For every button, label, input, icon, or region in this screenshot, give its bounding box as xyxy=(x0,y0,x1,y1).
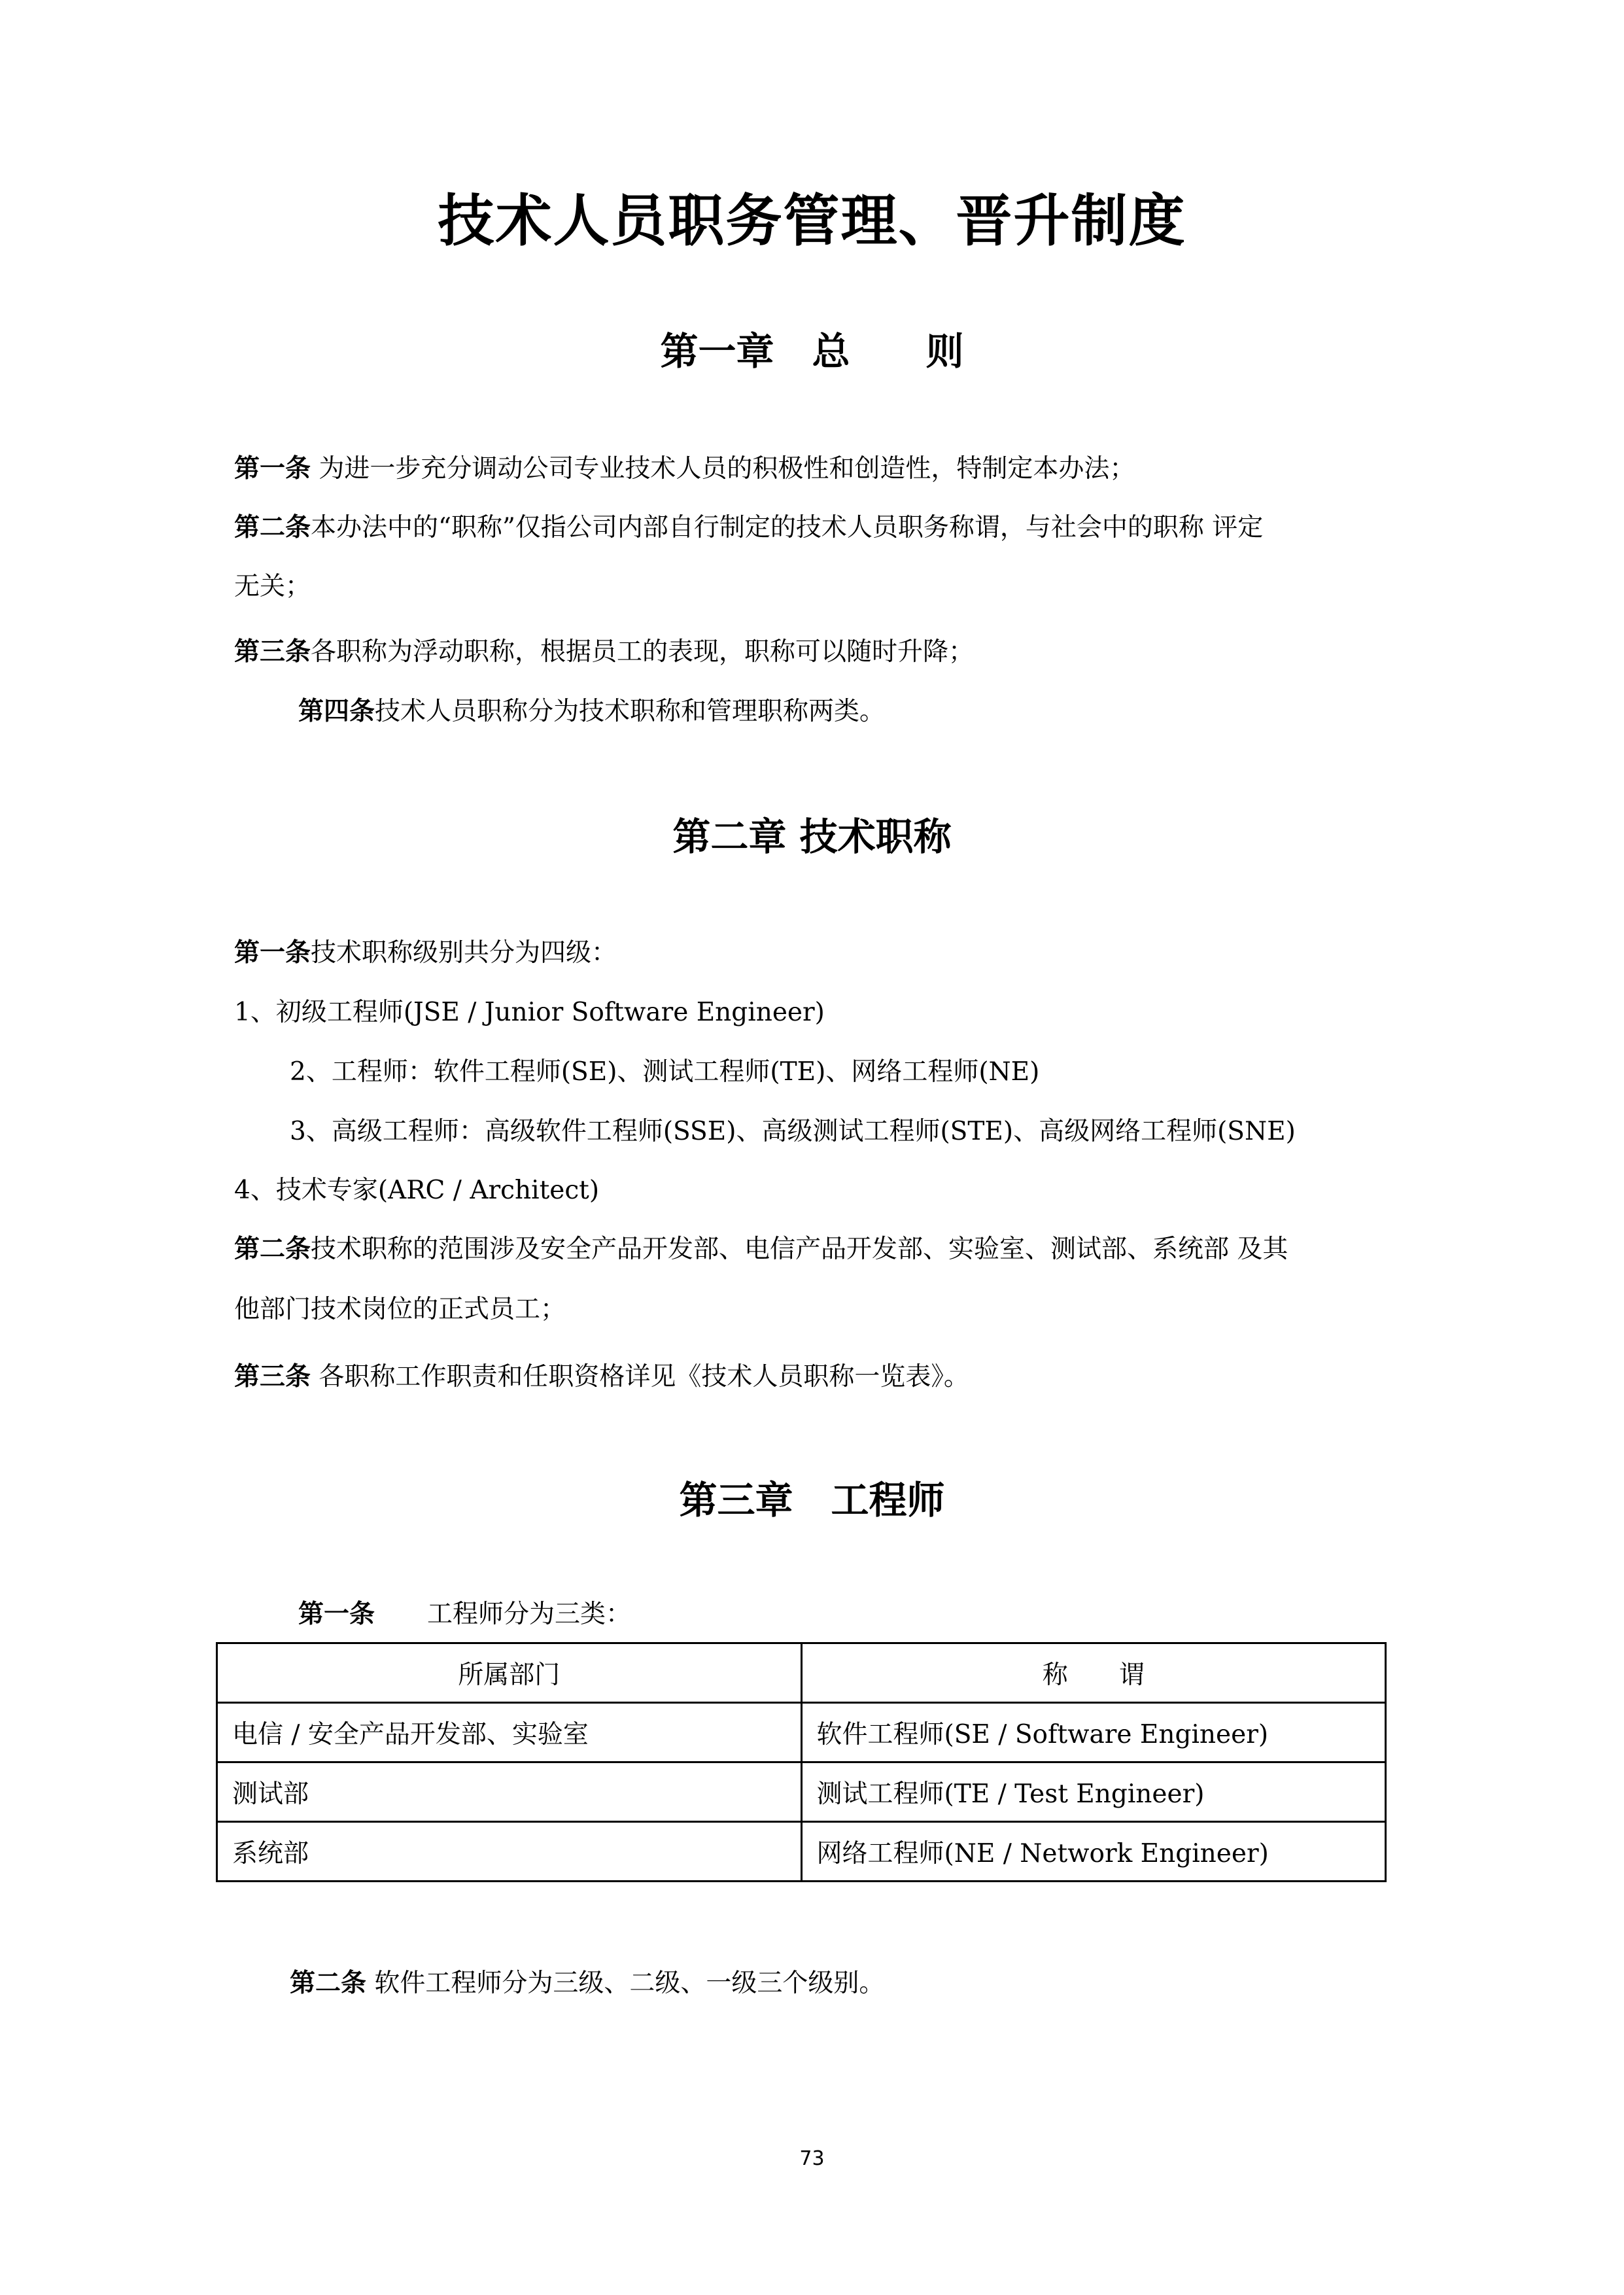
table-cell: 系统部 xyxy=(217,1822,802,1882)
article-2-line xyxy=(234,515,1263,540)
article-label: 第一条 xyxy=(234,454,311,483)
table-row xyxy=(217,1762,1386,1822)
article-label: 第二条 xyxy=(290,1969,367,1998)
chapter-2-heading: 第二章 技术职称 xyxy=(672,815,952,859)
c3-article-1-line xyxy=(298,1602,631,1627)
c2-article-1-line xyxy=(234,940,617,966)
table-cell: 测试工程师(TE / Test Engineer) xyxy=(801,1762,1386,1822)
article-label: 第三条 xyxy=(234,637,311,667)
article-text: 本办法中的“职称”仅指公司内部自行制定的技术人员职务称谓，与社会中的职称 评定 xyxy=(311,513,1264,542)
chapter-1-heading: 第一章 总 则 xyxy=(660,329,964,374)
c2-article-3-line xyxy=(234,1364,969,1390)
article-text: 技术职称级别共分为四级： xyxy=(311,938,617,968)
c2-article-2-continuation: 他部门技术岗位的正式员工； xyxy=(234,1295,566,1324)
table-cell: 测试部 xyxy=(217,1762,802,1822)
page-number: 73 xyxy=(799,2147,825,2170)
article-4-line xyxy=(298,699,885,724)
table-header-row xyxy=(217,1643,1386,1703)
table-cell: 软件工程师(SE / Software Engineer) xyxy=(801,1703,1386,1762)
level-1-item: 1、初级工程师(JSE / Junior Software Engineer) xyxy=(234,998,825,1027)
article-text: 技术人员职称分为技术职称和管理职称两类。 xyxy=(375,697,886,726)
article-label: 第一条 xyxy=(298,1600,375,1629)
document-title: 技术人员职务管理、晋升制度 xyxy=(438,188,1186,254)
article-label: 第三条 xyxy=(234,1362,311,1392)
article-2-continuation: 无关； xyxy=(234,572,311,601)
level-4-item: 4、技术专家(ARC / Architect) xyxy=(234,1176,600,1205)
article-label: 第一条 xyxy=(234,938,311,968)
article-text: 各职称工作职责和任职资格详见《技术人员职称一览表》。 xyxy=(311,1362,969,1392)
c3-article-2-line xyxy=(290,1971,884,1996)
chapter-3-heading: 第三章 工程师 xyxy=(679,1478,945,1522)
article-text: 软件工程师分为三级、二级、一级三个级别。 xyxy=(366,1969,885,1998)
article-text: 工程师分为三类： xyxy=(427,1600,632,1629)
article-text: 技术职称的范围涉及安全产品开发部、电信产品开发部、实验室、测试部、系统部 及其 xyxy=(311,1235,1288,1264)
article-text: 各职称为浮动职称，根据员工的表现，职称可以随时升降； xyxy=(311,637,975,667)
c2-article-2-line xyxy=(234,1236,1288,1262)
table-cell: 电信 / 安全产品开发部、实验室 xyxy=(217,1703,802,1762)
article-label: 第四条 xyxy=(298,697,375,726)
table-header-cell: 所属部门 xyxy=(217,1643,802,1703)
article-label: 第二条 xyxy=(234,1235,311,1264)
table-header-cell: 称 谓 xyxy=(801,1643,1386,1703)
article-3-line xyxy=(234,639,974,665)
article-label: 第二条 xyxy=(234,513,311,542)
article-1-line xyxy=(234,456,1135,482)
table-row xyxy=(217,1822,1386,1882)
article-text: 为进一步充分调动公司专业技术人员的积极性和创造性，特制定本办法； xyxy=(311,454,1135,483)
engineer-category-table xyxy=(216,1642,1387,1882)
level-3-item: 3、高级工程师：高级软件工程师(SSE)、高级测试工程师(STE)、高级网络工程师(SNE) xyxy=(290,1117,1296,1146)
table-cell: 网络工程师(NE / Network Engineer) xyxy=(801,1822,1386,1882)
table-row xyxy=(217,1703,1386,1762)
level-2-item: 2、工程师：软件工程师(SE)、测试工程师(TE)、网络工程师(NE) xyxy=(290,1057,1040,1087)
